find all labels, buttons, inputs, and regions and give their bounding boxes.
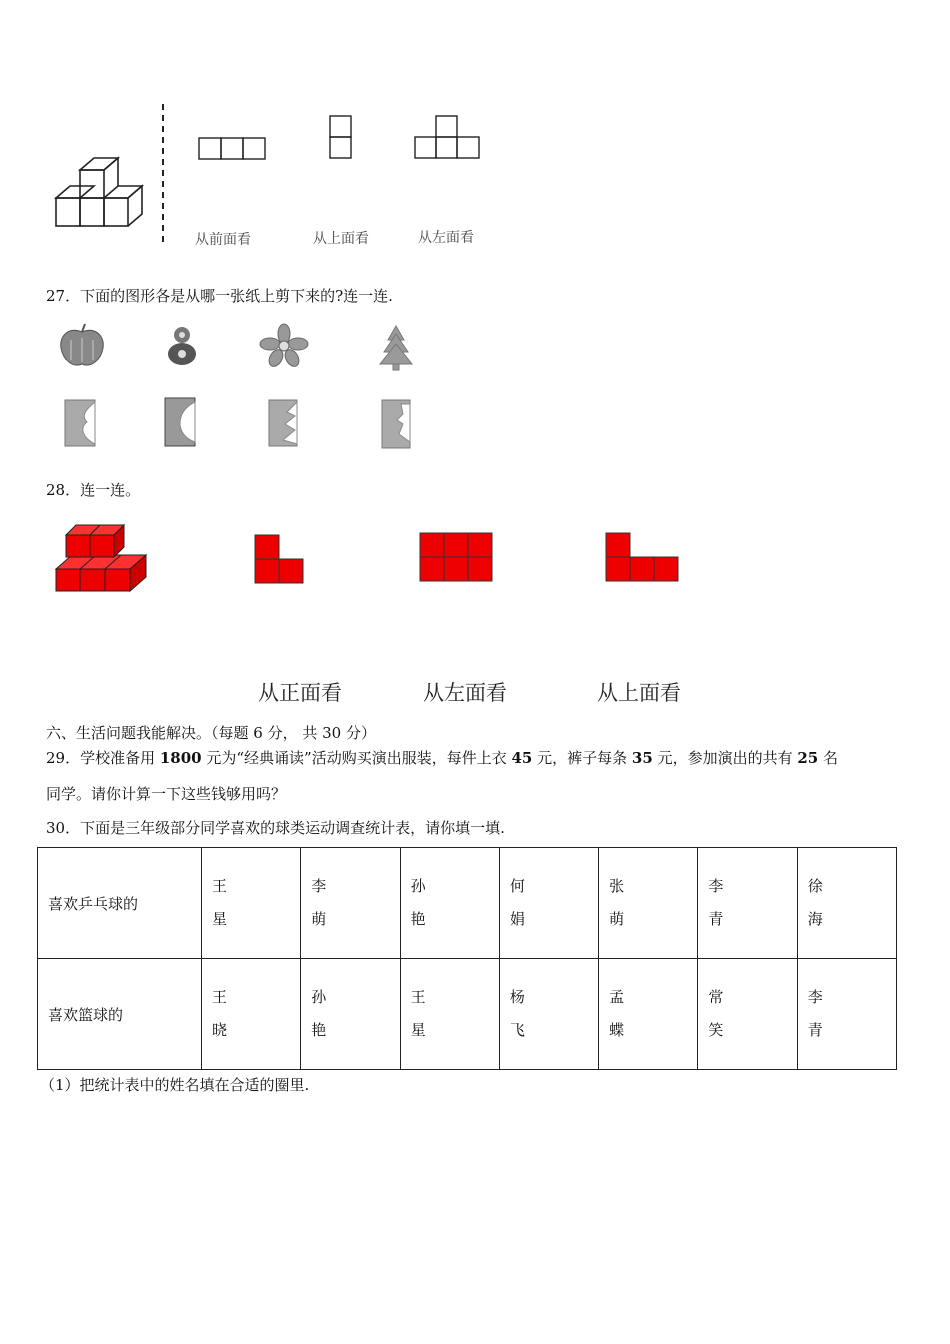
apple-icon [61,324,104,365]
question-28: 28．连一连。 [46,481,141,499]
cube-stack-icon [56,158,142,226]
question-30-sub1: （1）把统计表中的姓名填在合适的圈里. [40,1076,310,1094]
name-cell: 王 星 [202,848,301,959]
name-cell: 李 萌 [301,848,400,959]
flower-icon [260,324,308,369]
name-cell: 李 青 [698,848,797,959]
red-long-l-icon [606,533,678,581]
question-30: 30．下面是三年级部分同学喜欢的球类运动调查统计表，请你填一填. [46,819,505,837]
name-cell: 徐 海 [797,848,896,959]
caption-left: 从左面看 [418,230,474,246]
red-grid-icon [420,533,492,581]
question-29-line2: 同学。请你计算一下这些钱够用吗？ [46,785,287,803]
name-cell: 张 萌 [599,848,698,959]
name-cell: 常 笑 [698,959,797,1070]
front-view-icon [199,138,265,159]
top-view-icon [330,116,351,158]
name-cell: 李 青 [797,959,896,1070]
name-cell: 孟 蝶 [599,959,698,1070]
ball-sports-table [37,847,897,1070]
caption-front: 从前面看 [195,232,251,248]
tree-icon [380,326,412,370]
folded-paper-2 [165,398,195,446]
red-blocks-figure [50,515,690,600]
red-l-shape-icon [255,535,303,583]
name-cell: 王 星 [400,959,499,1070]
section-six-title: 六、生活问题我能解决。（每题 6 分， 共 30 分） [46,724,376,742]
question-29-line1: 29．学校准备用 1800 元为“经典诵读”活动购买演出服装，每件上衣 45 元，裤子每条 35 元，参加演出的共有 25 名 [46,749,838,767]
table-row [38,848,897,959]
question-27: 27．下面的图形各是从哪一张纸上剪下来的?连一连. [46,287,393,305]
folded-paper-4 [382,400,410,448]
name-cell: 何 娟 [499,848,598,959]
caption-top: 从上面看 [313,231,369,247]
name-cell: 孙 艳 [301,959,400,1070]
folded-paper-3 [269,400,297,446]
paper-cut-figures [55,320,435,455]
caption-from-top: 从上面看 [597,681,681,705]
left-view-icon [415,116,479,158]
name-cell: 王 晓 [202,959,301,1070]
red-cube-group-icon [56,525,146,591]
gourd-icon [168,327,196,365]
caption-from-left: 从左面看 [423,681,507,705]
name-cell: 杨 飞 [499,959,598,1070]
row-header: 喜欢乒乓球的 [38,848,202,959]
table-row [38,959,897,1070]
caption-from-front: 从正面看 [258,681,342,705]
name-cell: 孙 艳 [400,848,499,959]
row-header: 喜欢篮球的 [38,959,202,1070]
folded-paper-1 [65,400,95,446]
